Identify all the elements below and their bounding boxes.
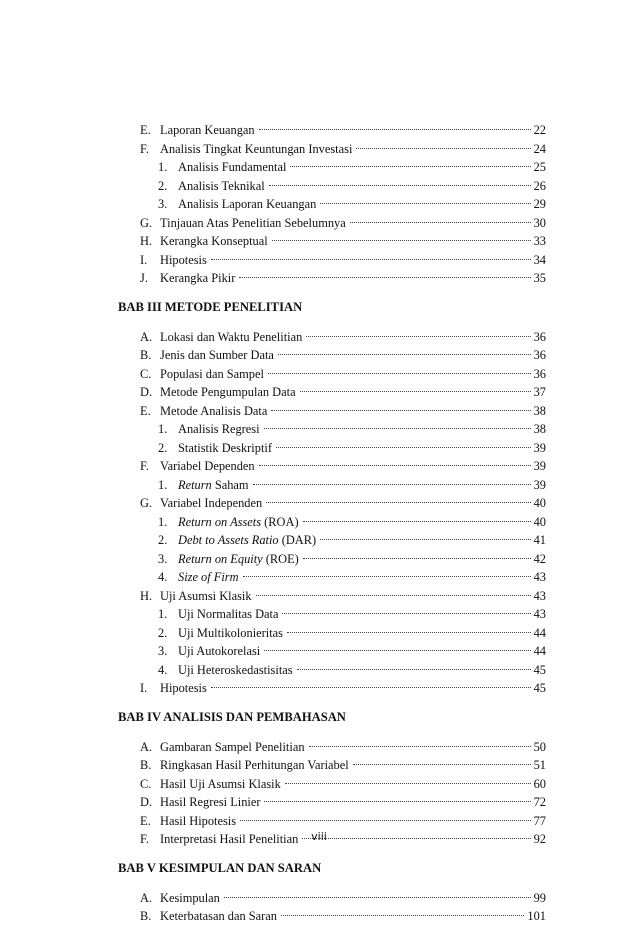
dot-leader xyxy=(353,764,531,765)
entry-page-number: 101 xyxy=(527,909,546,923)
entry-title-part: Return on Equity xyxy=(178,551,263,566)
dot-leader xyxy=(253,484,531,485)
toc-entry[interactable] xyxy=(158,531,546,549)
entry-title xyxy=(178,420,260,438)
toc-entry[interactable] xyxy=(140,121,546,139)
entry-title-part: Hasil Regresi Linier xyxy=(160,795,261,809)
entry-page-number: 50 xyxy=(533,739,546,754)
entry-title xyxy=(178,195,316,213)
entry-marker: B. xyxy=(140,909,152,923)
entry-title-part: Uji Heteroskedastisitas xyxy=(178,662,293,677)
entry-marker: H. xyxy=(140,234,153,248)
entry-page-number: 36 xyxy=(533,366,546,381)
dot-leader xyxy=(224,897,531,898)
entry-title-part: Kerangka Pikir xyxy=(160,271,236,285)
entry-title-part: Uji Normalitas Data xyxy=(178,607,279,621)
entry-page-number: 51 xyxy=(533,758,546,772)
entry-title-part: Statistik Deskriptif xyxy=(178,440,272,455)
entry-title xyxy=(160,328,302,346)
dot-leader xyxy=(297,669,531,670)
entry-title xyxy=(160,121,255,139)
entry-marker: G. xyxy=(140,496,153,510)
entry-marker: 1. xyxy=(158,607,168,621)
dot-leader xyxy=(269,185,531,186)
entry-page-number: 38 xyxy=(533,422,546,436)
dot-leader xyxy=(268,373,531,374)
entry-page-number: 72 xyxy=(533,795,546,809)
toc-entry[interactable] xyxy=(140,587,546,605)
entry-page-number: 22 xyxy=(533,123,546,137)
entry-title xyxy=(160,494,262,512)
dot-leader xyxy=(239,277,530,278)
dot-leader xyxy=(264,650,530,651)
entry-title-part: Hasil Uji Asumsi Klasik xyxy=(160,776,281,791)
dot-leader xyxy=(282,613,530,614)
entry-marker: F. xyxy=(140,832,149,846)
entry-page-number: 30 xyxy=(533,215,546,230)
page-number: viii xyxy=(311,830,327,843)
entry-title-part: Debt to Assets Ratio xyxy=(178,533,279,547)
toc-entry[interactable] xyxy=(158,661,546,679)
dot-leader xyxy=(211,259,531,260)
entry-title xyxy=(160,251,207,269)
toc-entry[interactable] xyxy=(140,328,546,346)
entry-page-number: 24 xyxy=(533,141,546,156)
entry-title xyxy=(160,756,349,774)
toc-entry[interactable] xyxy=(158,195,546,213)
entry-title xyxy=(160,457,255,475)
entry-marker: E. xyxy=(140,813,151,828)
entry-title xyxy=(160,738,305,756)
entry-marker: 4. xyxy=(158,662,168,677)
entry-page-number: 45 xyxy=(533,662,546,677)
toc-entry[interactable] xyxy=(158,513,546,531)
entry-title xyxy=(160,383,296,401)
entry-page-number: 37 xyxy=(533,385,546,399)
toc-entry[interactable] xyxy=(140,402,546,420)
chapter-heading: BAB V KESIMPULAN DAN SARAN xyxy=(118,860,322,875)
entry-title xyxy=(160,365,264,383)
entry-title xyxy=(160,812,236,830)
entry-title xyxy=(160,140,352,158)
entry-page-number: 40 xyxy=(533,496,546,510)
toc-entry[interactable] xyxy=(158,439,546,457)
toc-entry[interactable] xyxy=(158,568,546,586)
toc-entry[interactable] xyxy=(140,907,546,925)
entry-marker: H. xyxy=(140,588,153,603)
entry-title-part: Hipotesis xyxy=(160,681,207,695)
entry-page-number: 44 xyxy=(533,644,546,658)
entry-marker: F. xyxy=(140,141,149,156)
dot-leader xyxy=(309,746,531,747)
entry-page-number: 36 xyxy=(533,329,546,344)
toc-entry[interactable] xyxy=(140,494,546,512)
toc-entry[interactable] xyxy=(140,793,546,811)
entry-page-number: 39 xyxy=(533,477,546,492)
dot-leader xyxy=(264,801,530,802)
entry-title xyxy=(178,439,272,457)
dot-leader xyxy=(306,336,530,337)
toc-entry[interactable] xyxy=(140,269,546,287)
entry-marker: 2. xyxy=(158,625,168,640)
entry-title-part: (ROA) xyxy=(261,514,299,529)
toc-entry[interactable] xyxy=(158,420,546,438)
dot-leader xyxy=(320,539,530,540)
entry-title xyxy=(178,568,239,586)
dot-leader xyxy=(264,428,531,429)
entry-marker: 1. xyxy=(158,477,168,492)
entry-marker: A. xyxy=(140,329,153,344)
entry-page-number: 40 xyxy=(533,514,546,529)
entry-title-part: Return on Assets xyxy=(178,514,262,529)
entry-marker: E. xyxy=(140,403,151,418)
toc-entry[interactable] xyxy=(140,383,546,401)
entry-page-number: 42 xyxy=(533,551,546,566)
entry-marker: D. xyxy=(140,795,153,809)
entry-title-part: Saham xyxy=(211,477,249,492)
entry-marker: I. xyxy=(140,252,148,267)
dot-leader xyxy=(271,410,530,411)
entry-title xyxy=(178,550,299,568)
entry-page-number: 43 xyxy=(533,607,546,621)
entry-title xyxy=(160,269,235,287)
entry-title xyxy=(160,775,281,793)
entry-marker: I. xyxy=(140,681,148,695)
entry-title-part: Interpretasi Hasil Penelitian xyxy=(160,832,299,846)
toc-entry[interactable] xyxy=(158,624,546,642)
entry-marker: F. xyxy=(140,459,149,473)
entry-title xyxy=(160,214,346,232)
entry-title-part: Keterbatasan dan Saran xyxy=(160,909,277,923)
entry-title xyxy=(178,513,299,531)
entry-title-part: Variabel Dependen xyxy=(160,459,255,473)
entry-marker: G. xyxy=(140,215,153,230)
entry-title-part: (DAR) xyxy=(278,533,317,547)
entry-marker: C. xyxy=(140,776,152,791)
entry-marker: A. xyxy=(140,890,153,905)
dot-leader xyxy=(240,820,531,821)
entry-title-part: Uji Autokorelasi xyxy=(178,644,261,658)
entry-title-part: Populasi dan Sampel xyxy=(160,366,264,381)
entry-page-number: 92 xyxy=(533,832,546,846)
entry-marker: 4. xyxy=(158,570,168,584)
entry-title-part: Hasil Hipotesis xyxy=(160,813,237,828)
entry-page-number: 25 xyxy=(533,160,546,174)
entry-page-number: 26 xyxy=(533,178,546,193)
toc-entry[interactable] xyxy=(140,679,546,697)
dot-leader xyxy=(259,465,531,466)
entry-title-part: Analisis Teknikal xyxy=(178,178,265,193)
dot-leader xyxy=(303,558,531,559)
entry-title xyxy=(178,158,286,176)
toc-entry[interactable] xyxy=(140,365,546,383)
entry-title xyxy=(160,679,207,697)
entry-title-part: Tinjauan Atas Penelitian Sebelumnya xyxy=(160,215,346,230)
entry-page-number: 60 xyxy=(533,776,546,791)
entry-page-number: 39 xyxy=(533,459,546,473)
entry-marker: 1. xyxy=(158,160,168,174)
entry-title-part: Uji Asumsi Klasik xyxy=(160,588,252,603)
entry-title xyxy=(160,232,268,250)
toc-entry[interactable] xyxy=(158,642,546,660)
entry-title xyxy=(160,402,267,420)
dot-leader xyxy=(287,632,531,633)
toc-entry[interactable] xyxy=(158,476,546,494)
dot-leader xyxy=(285,783,531,784)
entry-title-part: Size of Firm xyxy=(178,570,239,584)
toc-entry[interactable] xyxy=(140,214,546,232)
entry-marker: 3. xyxy=(158,197,168,211)
entry-marker: 2. xyxy=(158,178,168,193)
entry-marker: B. xyxy=(140,348,152,362)
dot-leader xyxy=(211,687,531,688)
toc-entry[interactable] xyxy=(158,605,546,623)
entry-page-number: 33 xyxy=(533,234,546,248)
entry-page-number: 35 xyxy=(533,271,546,285)
entry-marker: C. xyxy=(140,366,152,381)
dot-leader xyxy=(276,447,531,448)
entry-page-number: 36 xyxy=(533,348,546,362)
entry-title-part: Kesimpulan xyxy=(160,890,220,905)
entry-marker: D. xyxy=(140,385,153,399)
dot-leader xyxy=(356,148,530,149)
entry-title-part: Uji Multikolonieritas xyxy=(178,625,283,640)
entry-page-number: 43 xyxy=(533,588,546,603)
entry-title-part: Jenis dan Sumber Data xyxy=(160,348,274,362)
toc-entry[interactable] xyxy=(158,550,546,568)
entry-marker: J. xyxy=(140,271,148,285)
dot-leader xyxy=(300,391,531,392)
entry-marker: 2. xyxy=(158,533,168,547)
entry-title-part: Metode Analisis Data xyxy=(160,403,268,418)
toc-entry[interactable] xyxy=(140,346,546,364)
entry-title-part: (ROE) xyxy=(262,551,299,566)
dot-leader xyxy=(266,502,530,503)
entry-title xyxy=(178,177,265,195)
entry-marker: B. xyxy=(140,758,152,772)
entry-title xyxy=(178,605,278,623)
entry-title xyxy=(178,476,249,494)
dot-leader xyxy=(272,240,531,241)
entry-page-number: 41 xyxy=(533,533,546,547)
entry-title-part: Lokasi dan Waktu Penelitian xyxy=(160,329,303,344)
dot-leader xyxy=(320,203,530,204)
entry-marker: 1. xyxy=(158,422,168,436)
dot-leader xyxy=(259,129,531,130)
toc-entry[interactable] xyxy=(140,457,546,475)
entry-page-number: 43 xyxy=(533,570,546,584)
entry-page-number: 39 xyxy=(533,440,546,455)
entry-page-number: 45 xyxy=(533,681,546,695)
dot-leader xyxy=(281,915,524,916)
entry-title-part: Laporan Keuangan xyxy=(160,123,255,137)
dot-leader xyxy=(278,354,531,355)
entry-marker: 1. xyxy=(158,514,168,529)
entry-page-number: 99 xyxy=(533,890,546,905)
entry-title-part: Ringkasan Hasil Perhitungan Variabel xyxy=(160,758,349,772)
entry-title-part: Hipotesis xyxy=(160,252,207,267)
entry-title-part: Analisis Fundamental xyxy=(178,160,287,174)
entry-title xyxy=(178,642,260,660)
dot-leader xyxy=(303,521,531,522)
toc-entry[interactable] xyxy=(140,812,546,830)
entry-title-part: Analisis Tingkat Keuntungan Investasi xyxy=(160,141,353,156)
entry-page-number: 44 xyxy=(533,625,546,640)
entry-title xyxy=(160,793,260,811)
entry-title xyxy=(178,661,293,679)
entry-title-part: Analisis Laporan Keuangan xyxy=(178,197,317,211)
entry-title xyxy=(160,889,220,907)
entry-marker: A. xyxy=(140,739,153,754)
toc-entry[interactable] xyxy=(140,738,546,756)
entry-title-part: Gambaran Sampel Penelitian xyxy=(160,739,305,754)
entry-title-part: Return xyxy=(178,477,212,492)
entry-title-part: Analisis Regresi xyxy=(178,422,260,436)
entry-page-number: 29 xyxy=(533,197,546,211)
toc-entry[interactable] xyxy=(158,158,546,176)
dot-leader xyxy=(290,166,530,167)
toc-entry[interactable] xyxy=(140,889,546,907)
dot-leader xyxy=(256,595,531,596)
dot-leader xyxy=(243,576,531,577)
entry-title xyxy=(160,907,277,925)
entry-title-part: Kerangka Konseptual xyxy=(160,234,268,248)
toc-entry[interactable] xyxy=(158,177,546,195)
toc-entry[interactable] xyxy=(140,756,546,774)
toc-entry[interactable] xyxy=(140,251,546,269)
entry-marker: 3. xyxy=(158,644,168,658)
entry-page-number: 77 xyxy=(533,813,546,828)
entry-title-part: Metode Pengumpulan Data xyxy=(160,385,296,399)
dot-leader xyxy=(350,222,531,223)
entry-page-number: 38 xyxy=(533,403,546,418)
entry-title xyxy=(160,346,274,364)
chapter-heading: BAB IV ANALISIS DAN PEMBAHASAN xyxy=(118,709,346,724)
entry-marker: E. xyxy=(140,123,151,137)
toc-entry[interactable] xyxy=(140,232,546,250)
chapter-heading: BAB III METODE PENELITIAN xyxy=(118,299,303,314)
toc-entry[interactable] xyxy=(140,140,546,158)
toc-entry[interactable] xyxy=(140,775,546,793)
entry-title xyxy=(178,624,283,642)
entry-title xyxy=(178,531,316,549)
entry-marker: 3. xyxy=(158,551,168,566)
entry-title-part: Variabel Independen xyxy=(160,496,263,510)
entry-marker: 2. xyxy=(158,440,168,455)
entry-page-number: 34 xyxy=(533,252,546,267)
entry-title xyxy=(160,587,252,605)
